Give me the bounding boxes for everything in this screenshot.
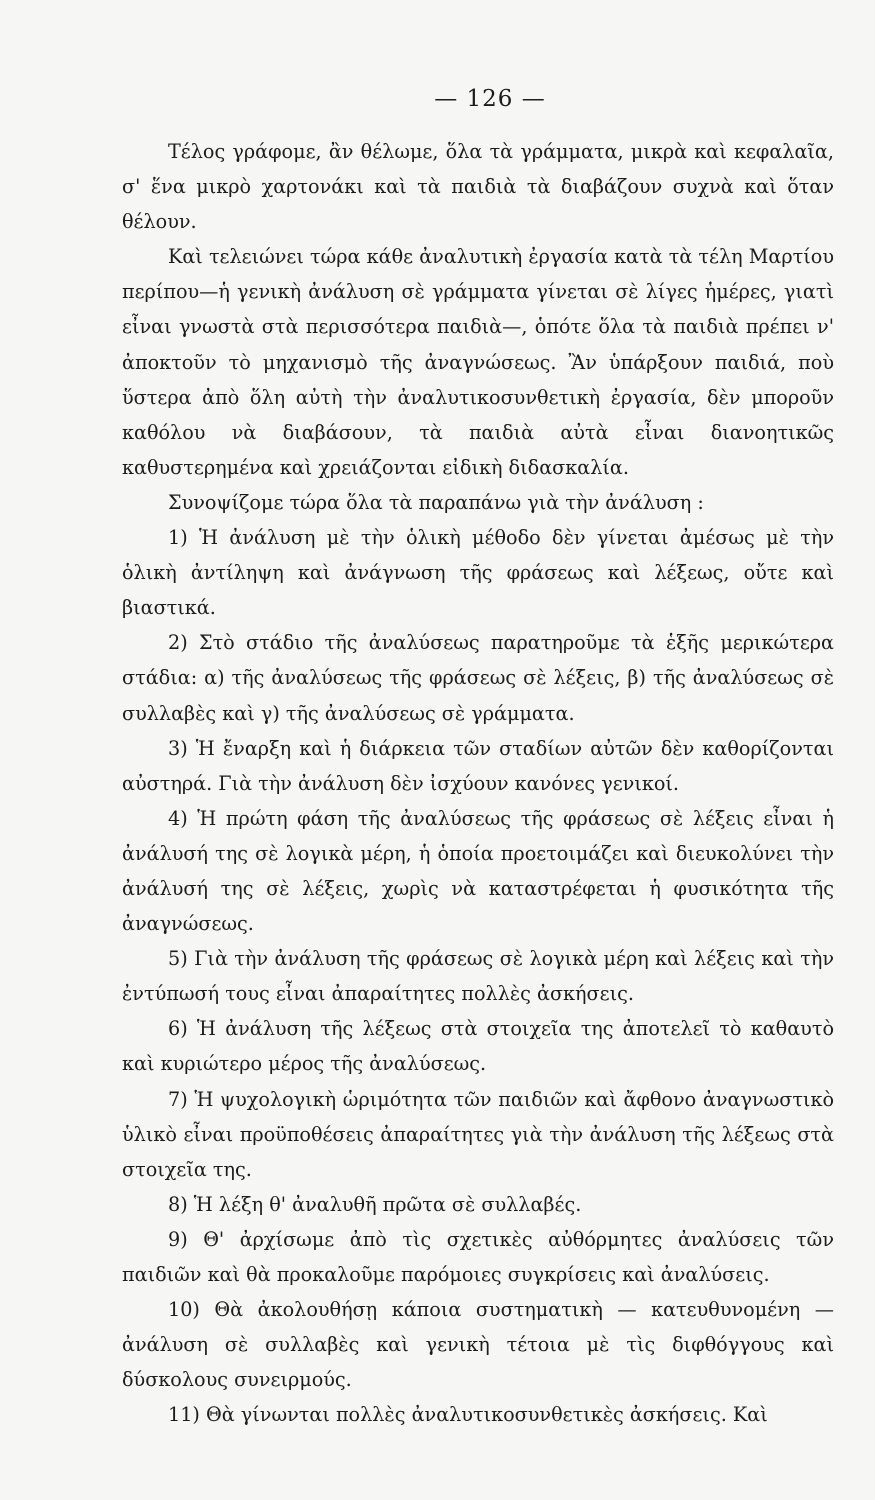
book-page <box>122 78 834 1432</box>
paragraph: Συνοψίζομε τώρα ὅλα τὰ παραπάνω γιὰ τὴν ἀνάλυση : <box>168 490 704 514</box>
list-item: 5) Γιὰ τὴν ἀνάλυση τῆς φράσεως σὲ λογικὰ μέρη καὶ λέξεις καὶ τὴν ἐντύπωσή τους εἶναι ἀπαραίτητες πολλὲς ἀσκήσεις. <box>122 947 834 1006</box>
list-item: 7) Ἡ ψυχολογικὴ ὡριμότητα τῶν παιδιῶν καὶ ἄφθονο ἀναγνωστικὸ ὑλικὸ εἶναι προϋποθέσεις ἀπαραίτητες γιὰ τὴν ἀνάλυση τῆς λέξεως στὰ στοιχεῖα της. <box>122 1087 834 1181</box>
list-item: 4) Ἡ πρώτη φάση τῆς ἀναλύσεως τῆς φράσεως σὲ λέξεις εἶναι ἡ ἀνάλυσή της σὲ λογικὰ μέρη, ἡ ὁποία προετοιμάζει καὶ διευκολύνει τὴν ἀνάλυσή της σὲ λέξεις, χωρὶς νὰ καταστρέφεται ἡ φυσικότητα τῆς ἀναγνώσεως. <box>122 806 834 936</box>
body-text <box>122 134 834 1432</box>
paragraph: Τέλος γράφομε, ἂν θέλωμε, ὅλα τὰ γράμματα, μικρὰ καὶ κεφαλαῖα, σ' ἕνα μικρὸ χαρτονάκι καὶ τὰ παιδιὰ τὰ διαβάζουν συχνὰ καὶ ὅταν θέλουν. <box>122 140 834 234</box>
list-item: 11) Θὰ γίνωνται πολλὲς ἀναλυτικοσυνθετικὲς ἀσκήσεις. Καὶ <box>168 1403 768 1427</box>
list-item: 9) Θ' ἀρχίσωμε ἀπὸ τὶς σχετικὲς αὐθόρμητες ἀναλύσεις τῶν παιδιῶν καὶ θὰ προκαλοῦμε παρόμοιες συγκρίσεις καὶ ἀναλύσεις. <box>122 1227 834 1286</box>
list-item: 1) Ἡ ἀνάλυση μὲ τὴν ὁλικὴ μέθοδο δὲν γίνεται ἀμέσως μὲ τὴν ὁλικὴ ἀντίληψη καὶ ἀνάγνωση τῆς φράσεως καὶ λέξεως, οὔτε καὶ βιαστικά. <box>122 526 834 620</box>
list-item: 6) Ἡ ἀνάλυση τῆς λέξεως στὰ στοιχεῖα της ἀποτελεῖ τὸ καθαυτὸ καὶ κυριώτερο μέρος τῆς ἀναλύσεως. <box>122 1017 834 1076</box>
list-item: 3) Ἡ ἔναρξη καὶ ἡ διάρκεια τῶν σταδίων αὐτῶν δὲν καθορίζονται αὐστηρά. Γιὰ τὴν ἀνάλυση δὲν ἰσχύουν κανόνες γενικοί. <box>122 736 834 795</box>
list-item: 10) Θὰ ἀκολουθήσῃ κάποια συστηματικὴ — κατευθυνομένη — ἀνάλυση σὲ συλλαβὲς καὶ γενικὴ τέτοια μὲ τὶς διφθόγγους καὶ δύσκολους συνειρμούς. <box>122 1298 834 1392</box>
list-item: 2) Στὸ στάδιο τῆς ἀναλύσεως παρατηροῦμε τὰ ἑξῆς μερικώτερα στάδια: α) τῆς ἀναλύσεως τῆς φράσεως σὲ λέξεις, β) τῆς ἀναλύσεως σὲ συλλαβὲς καὶ γ) τῆς ἀναλύσεως σὲ γράμματα. <box>122 631 834 725</box>
page-number: — 126 — <box>434 86 546 112</box>
list-item: 8) Ἡ λέξη θ' ἀναλυθῆ πρῶτα σὲ συλλαβές. <box>168 1192 582 1216</box>
paragraph: Καὶ τελειώνει τώρα κάθε ἀναλυτικὴ ἐργασία κατὰ τὰ τέλη Μαρτίου περίπου—ἡ γενικὴ ἀνάλυση σὲ γράμματα γίνεται σὲ λίγες ἡμέρες, γιατὶ εἶναι γνωστὰ στὰ περισσότερα παιδιὰ—, ὁπότε ὅλα τὰ παιδιὰ πρέπει ν' ἀποκτοῦν τὸ μηχανισμὸ τῆς ἀναγνώσεως. Ἂν ὑπάρξουν παιδιά, ποὺ ὕστερα ἀπὸ ὅλη αὐτὴ τὴν ἀναλυτικοσυνθετικὴ ἐργασία, δὲν μποροῦν καθόλου νὰ διαβάσουν, τὰ παιδιὰ αὐτὰ εἶναι διανοητικῶς καθυστερημένα καὶ χρειάζονται εἰδικὴ διδασκαλία. <box>122 245 834 479</box>
